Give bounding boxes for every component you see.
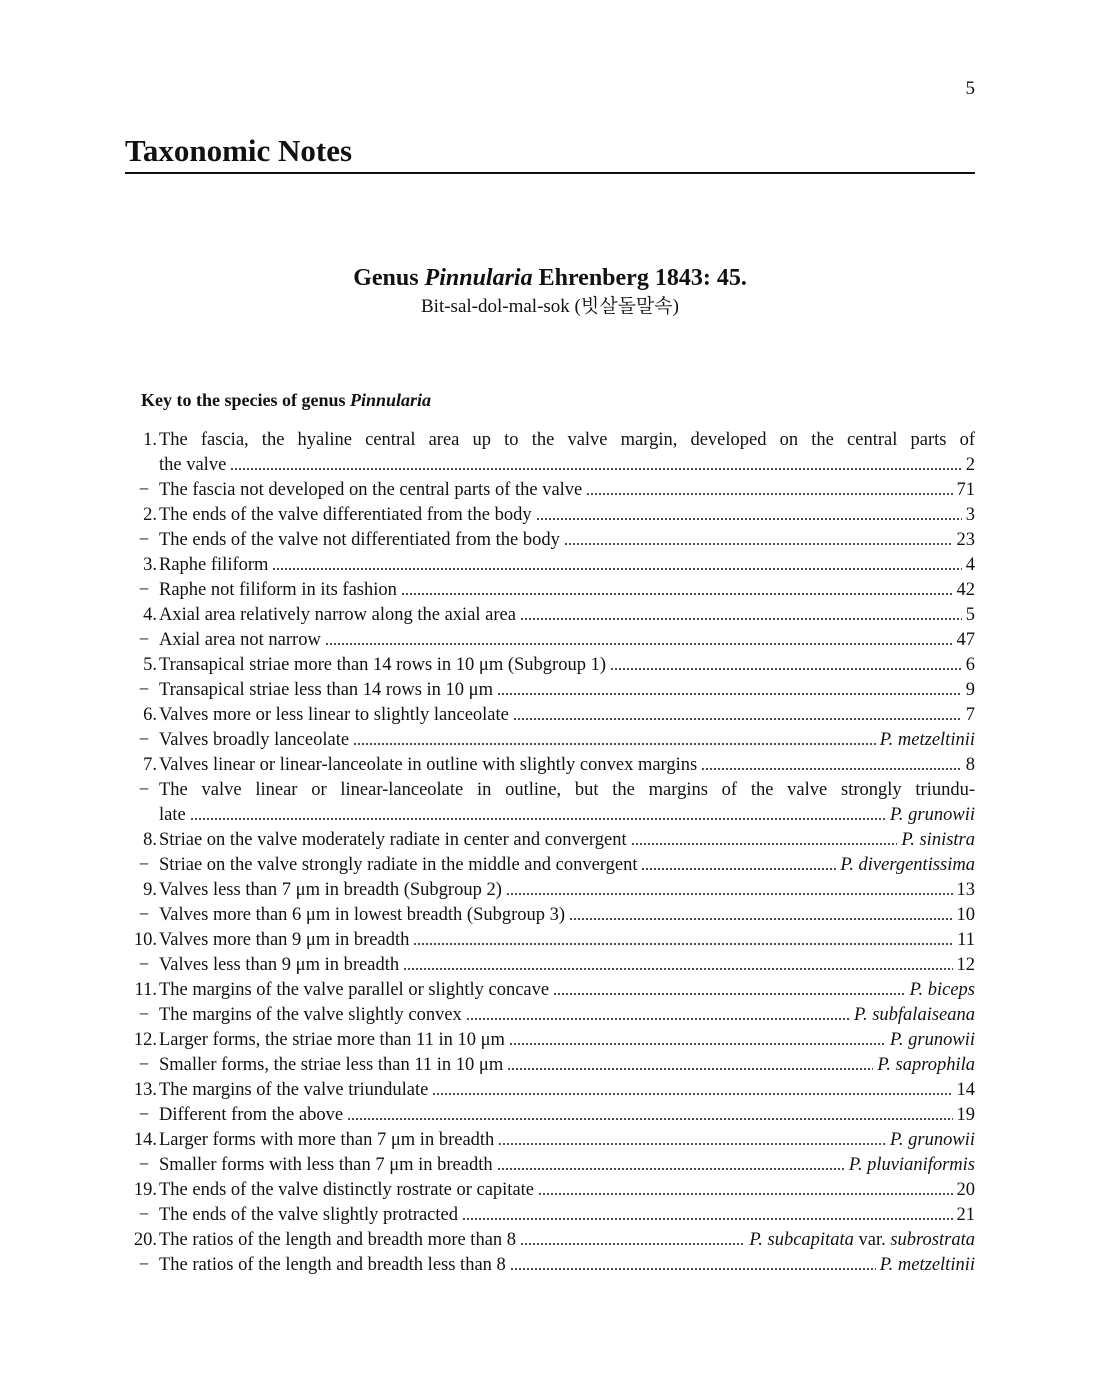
key-heading-genus: Pinnularia (349, 390, 432, 410)
key-entry-number: − (138, 580, 150, 600)
key-entry-body (159, 1078, 975, 1103)
key-entry (125, 553, 975, 578)
genus-heading (125, 262, 975, 320)
key-entry-body (159, 1253, 975, 1278)
key-entry-body (159, 1153, 975, 1178)
key-entry-body (159, 978, 975, 1003)
dot-leader (403, 967, 952, 971)
key-entry (125, 903, 975, 928)
key-entry-body (159, 1178, 975, 1203)
dot-leader (564, 542, 953, 546)
genus-common-name: Bit-sal-dol-mal-sok (빗살돌말속) (421, 296, 679, 317)
key-entry (125, 978, 975, 1003)
key-entry-species: P. pluvianiformis (848, 1155, 975, 1175)
key-entry-body (159, 853, 975, 878)
key-entry-text: Axial area relatively narrow along the axial area (159, 605, 516, 625)
key-entry-target: 19 (956, 1105, 975, 1125)
key-entry-text: The fascia not developed on the central parts of the valve (159, 480, 583, 500)
dot-leader (538, 1192, 952, 1196)
key-entry-target: 23 (956, 530, 975, 550)
key-entry (125, 1253, 975, 1278)
key-entry-number: − (138, 1105, 150, 1125)
key-entry-body (159, 1053, 975, 1078)
key-entry (125, 1103, 975, 1128)
dot-leader (506, 892, 953, 896)
key-entry-number: 10. (133, 930, 157, 950)
genus-name: Pinnularia (424, 265, 533, 291)
key-entry-target: 21 (956, 1205, 975, 1225)
key-entry-target: 14 (956, 1080, 975, 1100)
key-entry-species: P. sinistra (901, 830, 975, 850)
key-entry-body (159, 1003, 975, 1028)
key-entry-text: late (159, 805, 186, 825)
key-entry (125, 1003, 975, 1028)
key-entry-target: 47 (956, 630, 975, 650)
key-entry-number: 19. (133, 1180, 157, 1200)
chapter-title: Taxonomic Notes (125, 133, 353, 168)
key-entry-text: Transapical striae more than 14 rows in 10 μm (Subgroup 1) (159, 655, 606, 675)
key-entry-number: 6. (143, 705, 157, 725)
dot-leader (190, 817, 886, 821)
dot-leader (507, 1067, 873, 1071)
key-entry-number: 20. (133, 1230, 157, 1250)
key-entry-species: P. grunowii (890, 1030, 975, 1050)
key-entry (125, 1203, 975, 1228)
key-entry-target: 10 (956, 905, 975, 925)
key-entry (125, 953, 975, 978)
key-entry-species: P. grunowii (890, 1130, 975, 1150)
key-entry-text: Different from the above (159, 1105, 344, 1125)
key-entry-text: The ends of the valve distinctly rostrate or capitate (159, 1180, 535, 1200)
key-entry (125, 428, 975, 478)
key-entry-text: Valves more than 6 μm in lowest breadth (Subgroup 3) (159, 905, 566, 925)
key-entry-text: The ends of the valve not differentiated from the body (159, 530, 560, 550)
key-entry-number: 1. (143, 430, 157, 450)
key-entry-text: Valves less than 7 μm in breadth (Subgroup 2) (159, 880, 502, 900)
page-number: 5 (965, 78, 975, 99)
key-entry-line (159, 1253, 975, 1278)
key-entry (125, 1178, 975, 1203)
genus-title (125, 262, 975, 294)
key-entry-body (159, 778, 975, 828)
dot-leader (272, 567, 961, 571)
key-entry-line (159, 553, 975, 578)
genus-prefix: Genus (353, 265, 419, 291)
key-entry-number: − (138, 955, 150, 975)
key-entry-line (159, 928, 975, 953)
key-entry (125, 1028, 975, 1053)
key-entry-text: Valves linear or linear-lanceolate in outline with slightly convex margins (159, 755, 698, 775)
key-entry-number: − (138, 1255, 150, 1275)
key-heading (141, 390, 431, 411)
key-entry-text: Raphe not filiform in its fashion (159, 580, 397, 600)
dot-leader (586, 492, 952, 496)
key-entry-body (159, 828, 975, 853)
key-entry (125, 878, 975, 903)
dot-leader (509, 1042, 886, 1046)
key-entry-line (159, 1228, 975, 1253)
key-heading-text: Key to the species of genus (141, 390, 346, 410)
key-entry-body (159, 653, 975, 678)
key-entry-target: 71 (956, 480, 975, 500)
key-entry-body (159, 603, 975, 628)
key-entry-number: 13. (133, 1080, 157, 1100)
key-entry-line (159, 728, 975, 753)
dot-leader (536, 517, 962, 521)
key-entry-line (159, 703, 975, 728)
key-entry-line (159, 603, 975, 628)
dot-leader (347, 1117, 952, 1121)
key-entry-target: 2 (965, 455, 975, 475)
key-entry (125, 1153, 975, 1178)
key-entry-line (159, 453, 975, 478)
key-entry-number: 5. (143, 655, 157, 675)
key-entry (125, 628, 975, 653)
key-entry (125, 578, 975, 603)
key-entry-species: P. biceps (909, 980, 975, 1000)
dot-leader (462, 1217, 953, 1221)
key-entry-line (159, 1053, 975, 1078)
key-entry-number: 4. (143, 605, 157, 625)
key-entry (125, 603, 975, 628)
key-entry-number: − (138, 630, 150, 650)
key-entry-number: − (138, 1205, 150, 1225)
key-entry-line (159, 803, 975, 828)
key-entry-number: 9. (143, 880, 157, 900)
key-entry-species: P. subfalaiseana (854, 1005, 975, 1025)
key-entry-species: P. grunowii (890, 805, 975, 825)
key-entry-species: P. saprophila (877, 1055, 975, 1075)
key-entry-line (159, 753, 975, 778)
key-entry-text: Valves more or less linear to slightly lanceolate (159, 705, 509, 725)
dot-leader (569, 917, 952, 921)
chapter-header (125, 132, 975, 174)
key-entry-text: Striae on the valve moderately radiate in center and convergent (159, 830, 627, 850)
key-entry-number: − (138, 530, 150, 550)
key-entry-lead: The fascia, the hyaline central area up to the valve margin, developed on the central parts of (159, 430, 975, 450)
key-entry (125, 1128, 975, 1153)
dot-leader (353, 742, 876, 746)
dot-leader (230, 467, 961, 471)
key-entry-text: the valve (159, 455, 227, 475)
dot-leader (641, 867, 836, 871)
key-entry (125, 753, 975, 778)
key-entry-number: − (138, 1005, 150, 1025)
key-entry (125, 728, 975, 753)
key-entry (125, 528, 975, 553)
key-entry-number: 12. (133, 1030, 157, 1050)
key-entry-species: P. divergentissima (840, 855, 975, 875)
key-entry-line (159, 578, 975, 603)
genus-authority: Ehrenberg 1843: 45. (538, 265, 747, 291)
key-entry-line (159, 978, 975, 1003)
key-entry-target: 9 (965, 680, 975, 700)
key-entry-text: The ratios of the length and breadth less than 8 (159, 1255, 506, 1275)
key-entry-number: − (138, 855, 150, 875)
key-entry-body (159, 628, 975, 653)
key-entry-line (159, 878, 975, 903)
dot-leader (401, 592, 953, 596)
key-entry-body (159, 1028, 975, 1053)
key-entry-text: The ends of the valve differentiated from the body (159, 505, 532, 525)
key-entry-number: 8. (143, 830, 157, 850)
key-entry-text: The margins of the valve parallel or slightly concave (159, 980, 550, 1000)
key-entry-line (159, 678, 975, 703)
key-entry-body (159, 903, 975, 928)
key-entry-target: 4 (965, 555, 975, 575)
key-entry-body (159, 928, 975, 953)
key-entry-text: The margins of the valve triundulate (159, 1080, 429, 1100)
key-entry-number: − (138, 730, 150, 750)
key-entry-body (159, 1103, 975, 1128)
key-entry-number: − (138, 680, 150, 700)
key-entry-text: The ends of the valve slightly protracted (159, 1205, 458, 1225)
key-entry-text: Valves more than 9 μm in breadth (159, 930, 410, 950)
key-entry-number: − (138, 1055, 150, 1075)
dot-leader (520, 617, 962, 621)
key-entry-line (159, 1003, 975, 1028)
key-entry (125, 778, 975, 828)
key-entry-target: 3 (965, 505, 975, 525)
key-entry-body (159, 678, 975, 703)
key-entry-species: P. metzeltinii (879, 1255, 975, 1275)
key-entry-number: 7. (143, 755, 157, 775)
key-entry-text: Valves less than 9 μm in breadth (159, 955, 400, 975)
key-entry-number: − (138, 905, 150, 925)
key-entry-text: Axial area not narrow (159, 630, 321, 650)
key-entry-target: 20 (956, 1180, 975, 1200)
key-entry (125, 1228, 975, 1253)
key-entry-line (159, 653, 975, 678)
key-entry-body (159, 753, 975, 778)
key-entry (125, 853, 975, 878)
dot-leader (466, 1017, 850, 1021)
key-entry-text: Smaller forms, the striae less than 11 in 10 μm (159, 1055, 504, 1075)
key-entry-target: 8 (965, 755, 975, 775)
key-entry-body (159, 428, 975, 478)
key-entry-target: 11 (957, 930, 975, 950)
key-entry-target: 5 (965, 605, 975, 625)
key-entry-body (159, 878, 975, 903)
key-entry-line (159, 628, 975, 653)
key-entry (125, 1053, 975, 1078)
key-entry-text: Smaller forms with less than 7 μm in breadth (159, 1155, 493, 1175)
key-entry-body (159, 953, 975, 978)
dot-leader (513, 717, 962, 721)
key-entry-target: 12 (956, 955, 975, 975)
key-entry-text: Valves broadly lanceolate (159, 730, 350, 750)
key-entry-number: 14. (133, 1130, 157, 1150)
key-entry-body (159, 703, 975, 728)
key-entry-line (159, 1028, 975, 1053)
key-entry-target: 42 (956, 580, 975, 600)
dot-leader (520, 1242, 745, 1246)
key-entry-species: P. metzeltinii (879, 730, 975, 750)
key-entry-species: P. subcapitata var. subrostrata (749, 1230, 975, 1250)
key-entry-number: − (138, 480, 150, 500)
key-entry-body (159, 478, 975, 503)
key-entry-line (159, 953, 975, 978)
key-entry (125, 703, 975, 728)
dot-leader (498, 1142, 886, 1146)
key-entry-text: Larger forms with more than 7 μm in breadth (159, 1130, 495, 1150)
dot-leader (510, 1267, 876, 1271)
key-entry (125, 828, 975, 853)
dot-leader (413, 942, 953, 946)
key-entry-number: 11. (134, 980, 157, 1000)
key-entry (125, 928, 975, 953)
key-entry-number: 2. (143, 505, 157, 525)
key-entry-line (159, 478, 975, 503)
key-entry-line (159, 828, 975, 853)
key-entry-number: − (138, 780, 150, 800)
key-entry (125, 478, 975, 503)
key-entry (125, 1078, 975, 1103)
key-entry (125, 678, 975, 703)
key-entry-body (159, 728, 975, 753)
key-entry-line (159, 503, 975, 528)
key-entry-line (159, 528, 975, 553)
key-entry-body (159, 1128, 975, 1153)
key-entry-line (159, 1103, 975, 1128)
key-entry-line (159, 1153, 975, 1178)
key-entry-text: Larger forms, the striae more than 11 in 10 μm (159, 1030, 505, 1050)
key-entry-text: The ratios of the length and breadth more than 8 (159, 1230, 517, 1250)
key-entry-body (159, 553, 975, 578)
key-entry-line (159, 1128, 975, 1153)
key-entry-body (159, 1228, 975, 1253)
key-entry-line (159, 903, 975, 928)
key-entry-line (159, 1203, 975, 1228)
key-entry-body (159, 503, 975, 528)
key-entry-text: The margins of the valve slightly convex (159, 1005, 462, 1025)
key-entry-number: − (138, 1155, 150, 1175)
key-entry (125, 503, 975, 528)
key-entry-lead: The valve linear or linear-lanceolate in outline, but the margins of the valve strongly triundu- (159, 780, 975, 800)
dot-leader (631, 842, 898, 846)
dot-leader (497, 1167, 845, 1171)
dot-leader (325, 642, 953, 646)
key-entry-number: 3. (143, 555, 157, 575)
key-entry-target: 13 (956, 880, 975, 900)
key-entry (125, 653, 975, 678)
key-entry-body (159, 528, 975, 553)
dot-leader (610, 667, 962, 671)
key-entry-body (159, 578, 975, 603)
dot-leader (497, 692, 962, 696)
key-entry-text: Raphe filiform (159, 555, 269, 575)
key-entry-line (159, 1178, 975, 1203)
key-entry-target: 6 (965, 655, 975, 675)
key-entry-text: Transapical striae less than 14 rows in 10 μm (159, 680, 493, 700)
key-entry-body (159, 1203, 975, 1228)
key-entry-text: Striae on the valve strongly radiate in the middle and convergent (159, 855, 638, 875)
identification-key (125, 428, 975, 1278)
key-entry-line (159, 1078, 975, 1103)
key-entry-line (159, 853, 975, 878)
dot-leader (701, 767, 962, 771)
key-entry-target: 7 (965, 705, 975, 725)
dot-leader (553, 992, 905, 996)
dot-leader (432, 1092, 952, 1096)
